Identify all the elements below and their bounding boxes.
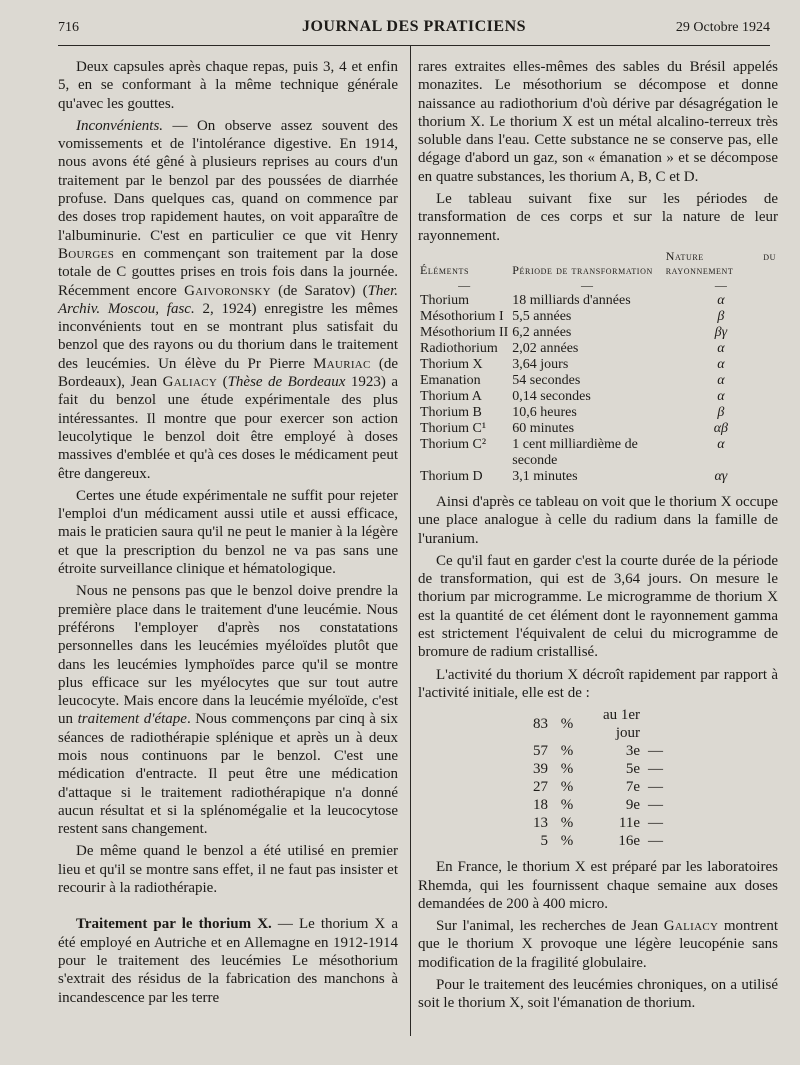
issue-date: 29 Octobre 1924 [675,20,770,35]
percent-sign: % [560,797,574,814]
activity-value: 83 [533,716,548,733]
element-cell: Thorium X [420,356,483,372]
table-row [418,421,778,437]
activity-row [518,706,667,742]
activity-value: 18 [533,797,548,814]
table-row [418,405,778,421]
column-rule [410,46,411,1036]
activity-day: 5e [625,761,640,778]
activity-day: au 1er jour [602,707,640,742]
element-cell: Mésothorium II [420,324,509,340]
activity-row [518,832,667,850]
paragraph: Le tableau suivant fixe sur les périodes de transformation de ces corps et sur la nature de leur rayonnement. [418,191,778,244]
element-cell: Emanation [420,372,481,388]
activity-suffix [644,706,667,742]
table-row [418,309,778,325]
percent-sign: % [560,833,574,850]
period-cell: 60 minutes [512,420,575,436]
section-title: Traitement par le thorium X. [76,916,272,933]
activity-row [518,814,667,832]
activity-day: 16e [618,833,640,850]
left-column [58,58,398,1011]
table-row [418,389,778,405]
transformation-table: Éléments Période de transformation Nature du rayonnement — — — Thorium 18 milliards d'années α Mésothorium I 5,5 années β Mésothorium II 6,2 années βγ Radiothorium 2,02 années α Thorium X 3,64 jours α Emanation 54 secondes α Thorium A 0,14 secondes α Thorium B 10,6 heures β Thorium C¹ 60 minutes αβ Thorium C² 1 cent milliardième de seconde α Thorium D 3,1 minutes αγ [420,248,776,484]
radiation-cell: α [717,436,725,452]
period-cell: 1 cent milliardième de seconde [512,436,638,468]
activity-row [518,778,667,796]
period-cell: 3,1 minutes [512,468,578,484]
col-header-period: Période de transformation [512,262,653,277]
element-cell: Thorium A [420,388,482,404]
activity-suffix: — [648,779,663,796]
activity-value: 27 [533,779,548,796]
journal-title: JOURNAL DES PRATICIENS [301,18,527,35]
paragraph: rares extraites elles-mêmes des sables du Brésil appelés monazites. Le mésothorium se décompose et donne naissance au radiothorium d'où dérive par désagrégation le thorium X. Le thorium X est un métal alcalino-terreux très soluble dans l'eau. Cette substance ne se conserve pas, elle dégage d'abord un gaz, son « émanation » et se décompose en quatre substances, les thorium A, B, C et D. [418,59,778,185]
section-thorium-x: Traitement par le thorium X. — Le thorium X a été employé en Autriche et en Allemagne en 1912-1914 pour le traitement des leucémies Le mésothorium s'extrait des résidus de la fabrication des manchons à incandescence par les terre [58,916,399,1006]
radiation-cell: β [717,308,725,324]
period-cell: 3,64 jours [512,356,569,372]
paragraph: Sur l'animal, les recherches de Jean Galiacy montrent que le thorium X provoque une légère leucopénie sans modification de la fragilité globulaire. [418,918,778,971]
activity-value: 57 [533,743,548,760]
element-cell: Thorium [420,292,469,308]
period-cell: 18 milliards d'années [512,292,631,308]
table-row [418,341,778,357]
element-cell: Radiothorium [420,340,498,356]
paragraph: Ainsi d'après ce tableau on voit que le thorium X occupe une place analogue à celle du radium dans la famille de l'uranium. [418,493,778,547]
period-cell: 6,2 années [512,324,572,340]
activity-day: 11e [618,815,640,832]
element-cell: Thorium B [420,404,482,420]
period-cell: 54 secondes [512,372,581,388]
radiation-cell: αβ [713,420,729,436]
activity-day: 7e [625,779,640,796]
radiation-cell: α [717,356,725,372]
activity-row [518,796,667,814]
element-cell: Thorium C¹ [420,420,487,436]
paragraph: Deux capsules après chaque repas, puis 3, 4 et enfin 5, en se conformant à la même technique générale qu'avec les gouttes. [58,59,398,112]
paragraph: L'activité du thorium X décroît rapidement par rapport à l'activité initiale, elle est de : [418,666,778,701]
header-rule [58,45,770,46]
activity-day: 3e [625,743,640,760]
activity-suffix: — [648,761,663,778]
radiation-cell: βγ [714,324,728,340]
page-header [58,18,770,40]
element-cell: Thorium C² [420,436,487,452]
activity-suffix: — [648,815,663,832]
percent-sign: % [560,761,574,778]
percent-sign: % [560,716,574,733]
percent-sign: % [560,779,574,796]
activity-value: 13 [533,815,548,832]
paragraph-inconvenients: Inconvénients. — On observe assez souvent des vomissements et de l'intolérance digestive. En 1914, nous avons été gêné à plusieurs reprises au cours d'un traitement par le benzol par des poussées de diarrhée profuse. Dans quelques cas, quand on commence par des doses trop rapidement hautes, on voit apparaître de l'albuminurie. C'est en particulier ce que vit Henry Bourges en commençant son traitement par la dose totale de C gouttes prises en trois fois dans la journée. Récemment encore Gaivoronsky (de Saratov) (Ther. Archiv. Moscou, fasc. 2, 1924) enregistre les mêmes inconvénients tout en se montrant plus satisfait du benzol que des rayons ou du thorium dans le traitement des leucémies. Un élève du Pr Pierre Mauriac (de Bordeaux), Jean Galiacy (Thèse de Bordeaux 1923) a fait du benzol une étude expérimentale des plus intéressantes. Il montre que pour exercer son action leucolytique le benzol doit être employé à doses massives d'emblée et qu'à ces doses le médicament peut être dangereux. [58,117,399,482]
period-cell: 2,02 années [512,340,579,356]
radiation-cell: α [717,292,725,308]
col-header-elements: Éléments [420,262,470,277]
period-cell: 10,6 heures [512,404,577,420]
right-column [418,58,778,1017]
activity-suffix: — [648,743,663,760]
activity-row [518,760,667,778]
activity-row [518,742,667,760]
table-row [418,437,778,469]
paragraph: En France, le thorium X est préparé par les laboratoires Rhemda, qui les fournissent chaque semaine aux doses demandées de 200 à 400 micro. [418,859,778,912]
percent-sign: % [560,743,574,760]
activity-value: 5 [540,833,548,850]
activity-suffix: — [648,797,663,814]
paragraph: Certes une étude expérimentale ne suffit pour rejeter l'emploi d'un médicament aussi utile et aussi efficace, mais le praticien saura qu'il ne peut le manier à la légère et que la prescription du benzol ne va pas sans une étroite surveillance clinique et hématologique. [58,487,398,578]
paragraph: Nous ne pensons pas que le benzol doive prendre la première place dans le traitement d'une leucémie. Nous préférons l'employer d'après nos constatations personnelles dans les leucémies myéloïdes plutôt que dans les leucémies lymphoïdes parce qu'il se montre plus efficace sur les myélocytes que sur tout autre leucocyte. Mais encore dans la leucémie myéloïde, c'est un traitement d'étape. Nous commençons par cinq à six séances de radiothérapie splénique et après un à deux mois nous continuons par le benzol. C'est une médication d'entracte. Il peut être une médication d'attaque si le traitement radiothérapique n'a donné aucun résultat et si la splénomégalie et la leucocytose restent sans changement. [58,583,398,838]
element-cell: Mésothorium I [420,308,504,324]
table-row [418,325,778,341]
col-header-nature: Nature du rayonnement [665,248,776,277]
radiation-cell: β [717,404,725,420]
activity-suffix: — [648,833,663,850]
table-row [418,469,778,485]
period-cell: 5,5 années [512,308,572,324]
paragraph: Pour le traitement des leucémies chroniques, on a utilisé soit le thorium X, soit l'émanation de thorium. [418,977,778,1012]
page-number: 716 [58,20,79,35]
percent-sign: % [560,815,574,832]
radiation-cell: α [717,372,725,388]
radiation-cell: α [717,388,725,404]
radiation-cell: αγ [714,468,728,484]
paragraph: Ce qu'il faut en garder c'est la courte durée de la période de transformation, qui est de 3,64 jours. On mesure le thorium par microgramme. Le microgramme de thorium X est la quantité de cet élément dont le rayonnement gamma est strictement l'équivalent de celui du microgramme de bromure de radium cristallisé. [418,552,778,661]
activity-day: 9e [625,797,640,814]
radiation-cell: α [717,340,725,356]
activity-value: 39 [533,761,548,778]
table-row [418,293,778,309]
period-cell: 0,14 secondes [512,388,591,404]
paragraph: De même quand le benzol a été utilisé en premier lieu et qu'il se montre sans effet, il ne faut pas insister et recourir à la radiothérapie. [58,843,398,897]
element-cell: Thorium D [420,468,483,484]
activity-table [518,706,667,850]
table-row [418,357,778,373]
table-row [418,373,778,389]
